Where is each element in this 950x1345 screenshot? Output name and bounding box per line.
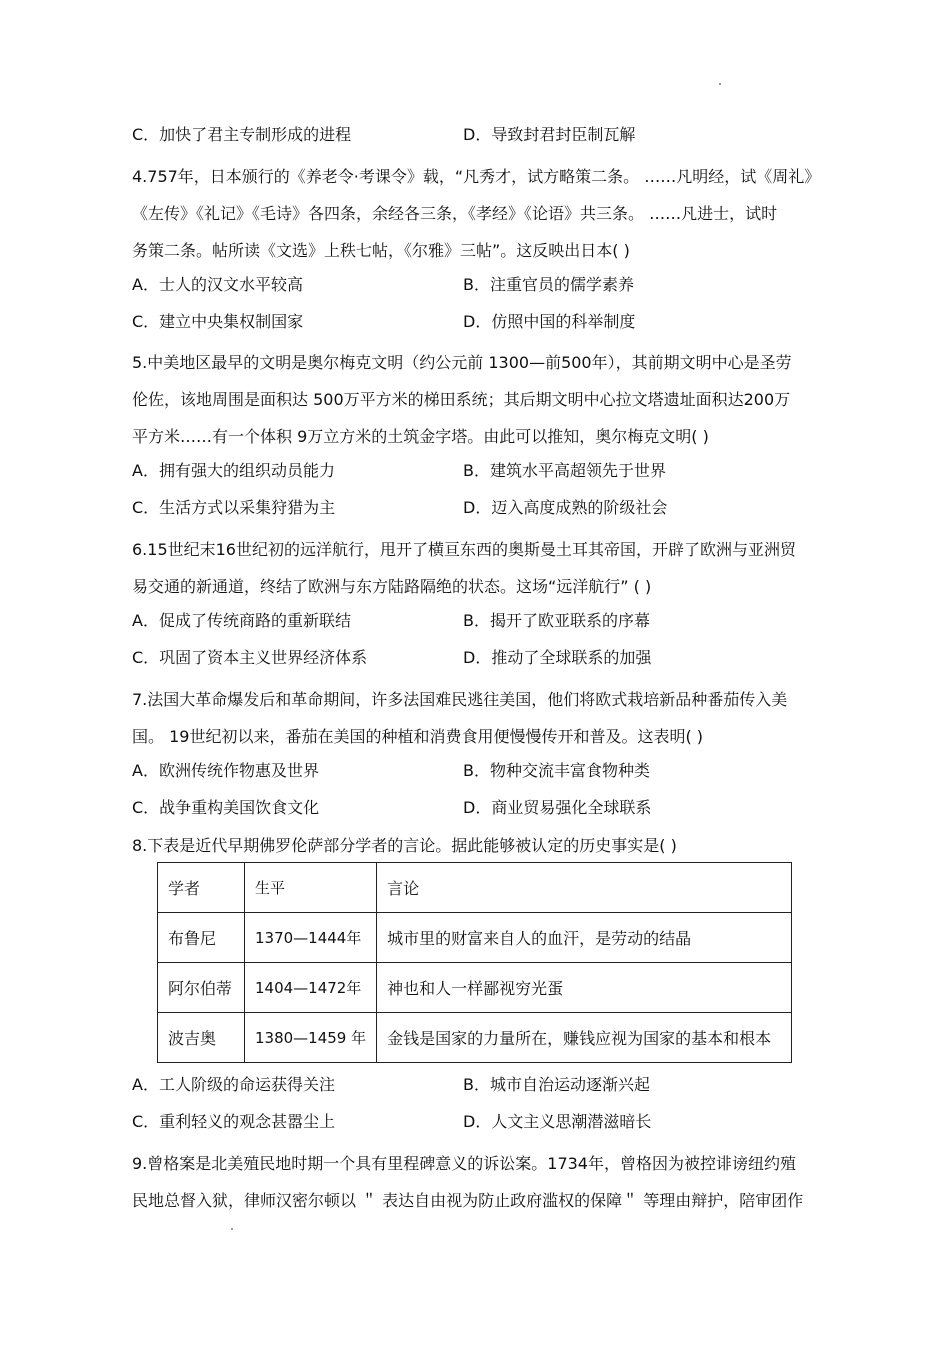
q8-option-d[interactable]: D．人文主义思潮潜滋暗长 [463,1112,652,1131]
q5-stem-line-3: 平方米……有一个体积 9万立方米的土筑金字塔。由此可以推知，奥尔梅克文明( ) [132,427,709,446]
q4-option-d[interactable]: D．仿照中国的科举制度 [463,312,636,331]
q3-option-d[interactable]: D．导致封君封臣制瓦解 [463,125,636,144]
table-cell-lifespan: 1370—1444年 [245,913,377,963]
q7-option-c[interactable]: C．战争重构美国饮食文化 [132,798,320,817]
q6-option-d[interactable]: D．推动了全球联系的加强 [463,648,652,667]
q3-option-c[interactable]: C．加快了君主专制形成的进程 [132,125,352,144]
table-cell-scholar: 阿尔伯蒂 [158,963,245,1013]
table-cell-quote: 城市里的财富来自人的血汗，是劳动的结晶 [377,913,792,963]
q7-option-b[interactable]: B．物种交流丰富食物种类 [463,761,650,780]
q7-option-a[interactable]: A．欧洲传统作物惠及世界 [132,761,319,780]
table-cell-lifespan: 1380—1459 年 [245,1013,377,1063]
table-cell-quote: 神也和人一样鄙视穷光蛋 [377,963,792,1013]
q7-option-d[interactable]: D．商业贸易强化全球联系 [463,798,652,817]
q6-option-a[interactable]: A．促成了传统商路的重新联结 [132,611,351,630]
q5-option-c[interactable]: C．生活方式以采集狩猎为主 [132,498,336,517]
table-cell-lifespan: 1404—1472年 [245,963,377,1013]
q5-option-b[interactable]: B．建筑水平高超领先于世界 [463,461,666,480]
scan-dot [719,83,721,85]
q4-stem-line-1: 4.757年，日本颁行的《养老令·考课令》载，“凡秀才，试方略策二条。 ……凡明经，试《周礼》 [132,167,821,186]
scan-dot [231,1228,233,1230]
table-cell-scholar: 布鲁尼 [158,913,245,963]
q5-option-a[interactable]: A．拥有强大的组织动员能力 [132,461,335,480]
q5-stem-line-2: 伦佐，该地周围是面积达 500万平方米的梯田系统；其后期文明中心拉文塔遗址面积达200万 [132,390,791,409]
q6-option-c[interactable]: C．巩固了资本主义世界经济体系 [132,648,368,667]
q5-stem-line-1: 5.中美地区最早的文明是奥尔梅克文明（约公元前 1300—前500年），其前期文明中心是圣劳 [132,353,792,372]
table-header-cell: 生平 [245,863,377,913]
q4-stem-line-2: 《左传》《礼记》《毛诗》各四条，余经各三条，《孝经》《论语》共三条。 ……凡进士，试时 [132,204,778,223]
q8-option-a[interactable]: A．工人阶级的命运获得关注 [132,1075,335,1094]
table-cell-scholar: 波吉奥 [158,1013,245,1063]
table-header-cell: 言论 [377,863,792,913]
q4-stem-line-3: 务策二条。帖所读《文选》上秩七帖，《尔雅》三帖”。这反映出日本( ) [132,241,630,260]
q5-option-d[interactable]: D．迈入高度成熟的阶级社会 [463,498,668,517]
q6-option-b[interactable]: B．揭开了欧亚联系的序幕 [463,611,650,630]
q9-stem-line-2: 民地总督入狱，律师汉密尔顿以 ＂ 表达自由视为防止政府滥权的保障＂ 等理由辩护，陪审团作 [132,1191,804,1210]
table-header-cell: 学者 [158,863,245,913]
q8-stem: 8.下表是近代早期佛罗伦萨部分学者的言论。据此能够被认定的历史事实是( ) [132,836,677,855]
q8-option-c[interactable]: C．重利轻义的观念甚嚣尘上 [132,1112,336,1131]
table-row [158,963,792,1013]
q7-stem-line-1: 7.法国大革命爆发后和革命期间，许多法国难民逃往美国，他们将欧式栽培新品种番茄传入美 [132,690,788,709]
table-row [158,913,792,963]
q4-option-a[interactable]: A．士人的汉文水平较高 [132,275,303,294]
q6-stem-line-2: 易交通的新通道，终结了欧洲与东方陆路隔绝的状态。这场“远洋航行” ( ) [132,577,652,596]
q8-option-b[interactable]: B．城市自治运动逐渐兴起 [463,1075,650,1094]
q4-option-c[interactable]: C．建立中央集权制国家 [132,312,304,331]
scholars-table [157,862,792,1063]
q9-stem-line-1: 9.曾格案是北美殖民地时期一个具有里程碑意义的诉讼案。1734年，曾格因为被控诽谤纽约殖 [132,1154,796,1173]
q7-stem-line-2: 国。 19世纪初以来，番茄在美国的种植和消费食用便慢慢传开和普及。这表明( ) [132,727,704,746]
q4-option-b[interactable]: B．注重官员的儒学素养 [463,275,634,294]
table-row [158,1013,792,1063]
table-header-row [158,863,792,913]
table-cell-quote: 金钱是国家的力量所在，赚钱应视为国家的基本和根本 [377,1013,792,1063]
q6-stem-line-1: 6.15世纪末16世纪初的远洋航行，甩开了横亘东西的奥斯曼土耳其帝国，开辟了欧洲与亚洲贸 [132,540,796,559]
